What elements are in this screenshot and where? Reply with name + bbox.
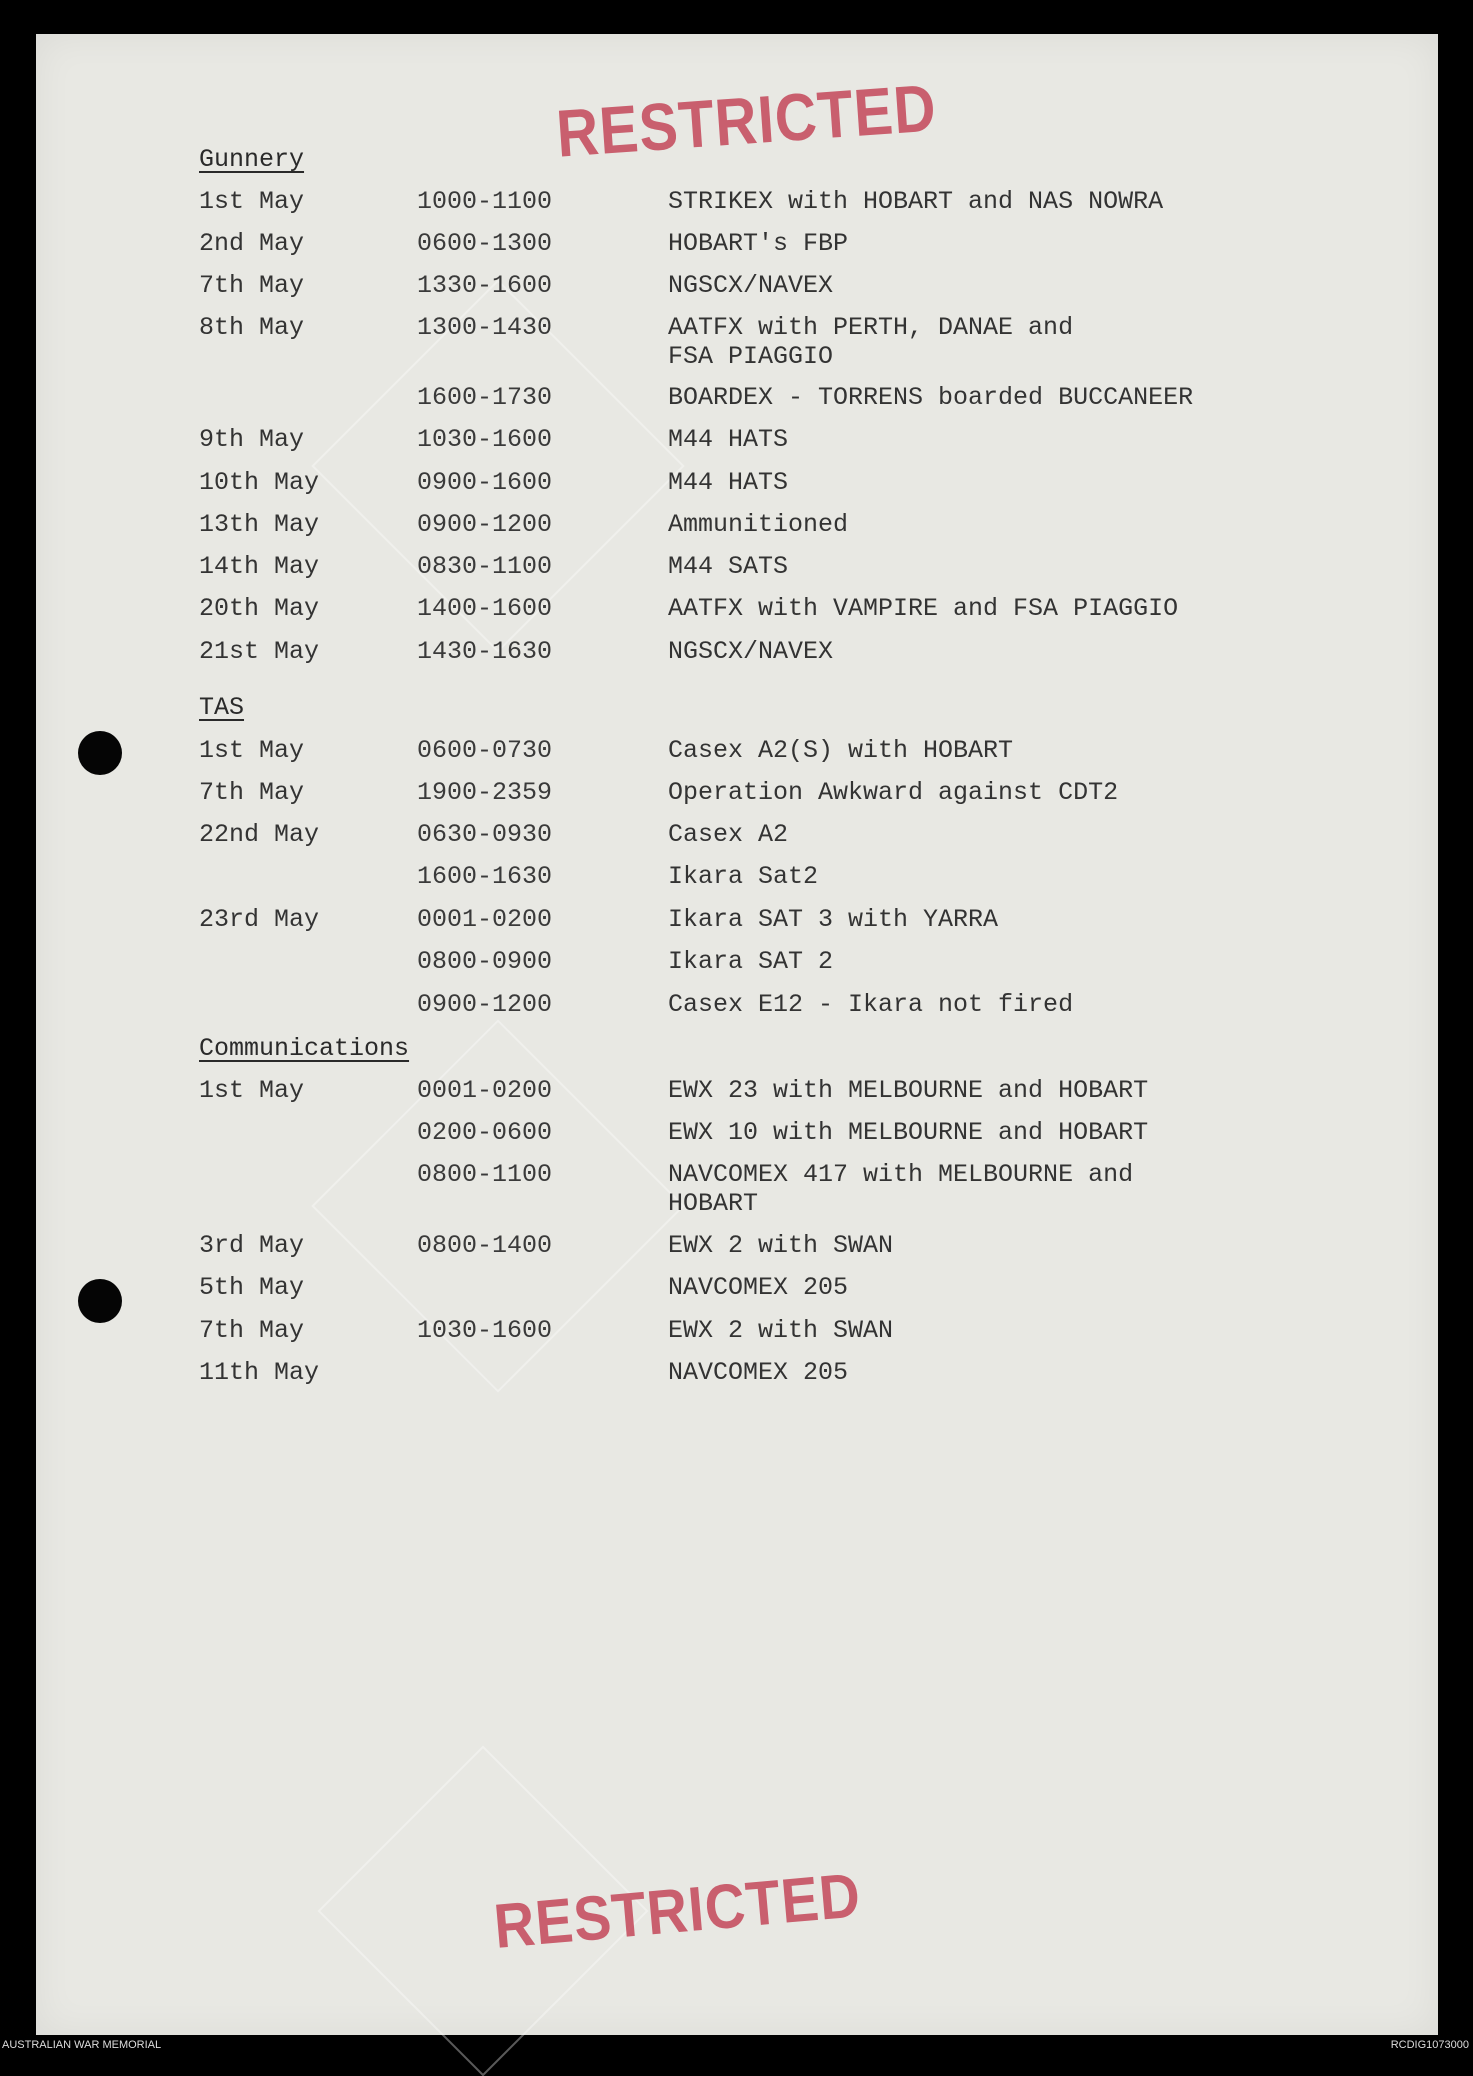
row-date: 21st May [199, 637, 320, 666]
row-activity: M44 HATS [668, 468, 789, 497]
row-time: 1330-1600 [417, 271, 553, 300]
row-activity: NAVCOMEX 417 with MELBOURNE and HOBART [668, 1160, 1134, 1218]
row-time: 1400-1600 [417, 594, 553, 623]
row-time: 0800-1100 [417, 1160, 553, 1189]
row-activity: NAVCOMEX 205 [668, 1273, 849, 1302]
restricted-stamp-top: RESTRICTED [554, 70, 939, 172]
row-date: 7th May [199, 778, 305, 807]
row-time: 0001-0200 [417, 905, 553, 934]
row-activity: EWX 23 with MELBOURNE and HOBART [668, 1076, 1149, 1105]
row-activity: M44 HATS [668, 425, 789, 454]
row-activity: BOARDEX - TORRENS boarded BUCCANEER [668, 383, 1194, 412]
row-time: 1900-2359 [417, 778, 553, 807]
row-time: 0600-1300 [417, 229, 553, 258]
section-heading-tas: TAS [199, 693, 245, 722]
row-time: 1430-1630 [417, 637, 553, 666]
row-time: 0630-0930 [417, 820, 553, 849]
row-time: 0900-1200 [417, 510, 553, 539]
row-time: 1000-1100 [417, 187, 553, 216]
row-date: 7th May [199, 1316, 305, 1345]
row-activity: M44 SATS [668, 552, 789, 581]
row-activity: Ikara Sat2 [668, 862, 819, 891]
row-date: 1st May [199, 187, 305, 216]
row-activity: AATFX with VAMPIRE and FSA PIAGGIO [668, 594, 1179, 623]
row-date: 20th May [199, 594, 320, 623]
row-date: 1st May [199, 736, 305, 765]
row-date: 23rd May [199, 905, 320, 934]
row-activity: Ikara SAT 3 with YARRA [668, 905, 999, 934]
row-time: 0001-0200 [417, 1076, 553, 1105]
row-activity: EWX 2 with SWAN [668, 1231, 894, 1260]
row-activity: Operation Awkward against CDT2 [668, 778, 1119, 807]
row-date: 2nd May [199, 229, 305, 258]
row-date: 3rd May [199, 1231, 305, 1260]
row-time: 1600-1630 [417, 862, 553, 891]
row-time: 0800-1400 [417, 1231, 553, 1260]
row-time: 0200-0600 [417, 1118, 553, 1147]
row-time: 0800-0900 [417, 947, 553, 976]
row-date: 14th May [199, 552, 320, 581]
row-date: 9th May [199, 425, 305, 454]
row-activity: Casex A2(S) with HOBART [668, 736, 1014, 765]
row-time: 1030-1600 [417, 1316, 553, 1345]
footer-credit: AUSTRALIAN WAR MEMORIAL [2, 2039, 162, 2051]
row-date: 7th May [199, 271, 305, 300]
row-activity: NAVCOMEX 205 [668, 1358, 849, 1387]
row-date: 5th May [199, 1273, 305, 1302]
row-activity: Casex A2 [668, 820, 789, 849]
punch-hole [78, 1279, 122, 1323]
row-date: 8th May [199, 313, 305, 342]
row-activity: AATFX with PERTH, DANAE and FSA PIAGGIO [668, 313, 1074, 371]
row-activity: EWX 10 with MELBOURNE and HOBART [668, 1118, 1149, 1147]
row-activity: Ammunitioned [668, 510, 849, 539]
row-activity: HOBART's FBP [668, 229, 849, 258]
row-date: 1st May [199, 1076, 305, 1105]
section-heading-communications: Communications [199, 1034, 410, 1063]
row-time: 0600-0730 [417, 736, 553, 765]
footer-reference: RCDIG1073000 [1390, 2039, 1469, 2051]
row-activity: EWX 2 with SWAN [668, 1316, 894, 1345]
row-activity: STRIKEX with HOBART and NAS NOWRA [668, 187, 1164, 216]
row-time: 1300-1430 [417, 313, 553, 342]
row-date: 22nd May [199, 820, 320, 849]
row-activity: Casex E12 - Ikara not fired [668, 990, 1074, 1019]
row-time: 0900-1600 [417, 468, 553, 497]
row-activity: Ikara SAT 2 [668, 947, 834, 976]
row-activity: NGSCX/NAVEX [668, 271, 834, 300]
row-date: 10th May [199, 468, 320, 497]
restricted-stamp-bottom: RESTRICTED [491, 1859, 864, 1962]
row-time: 1600-1730 [417, 383, 553, 412]
row-time: 0900-1200 [417, 990, 553, 1019]
row-time: 1030-1600 [417, 425, 553, 454]
row-time: 0830-1100 [417, 552, 553, 581]
section-heading-gunnery: Gunnery [199, 145, 305, 174]
row-date: 11th May [199, 1358, 320, 1387]
punch-hole [78, 731, 122, 775]
row-date: 13th May [199, 510, 320, 539]
row-activity: NGSCX/NAVEX [668, 637, 834, 666]
